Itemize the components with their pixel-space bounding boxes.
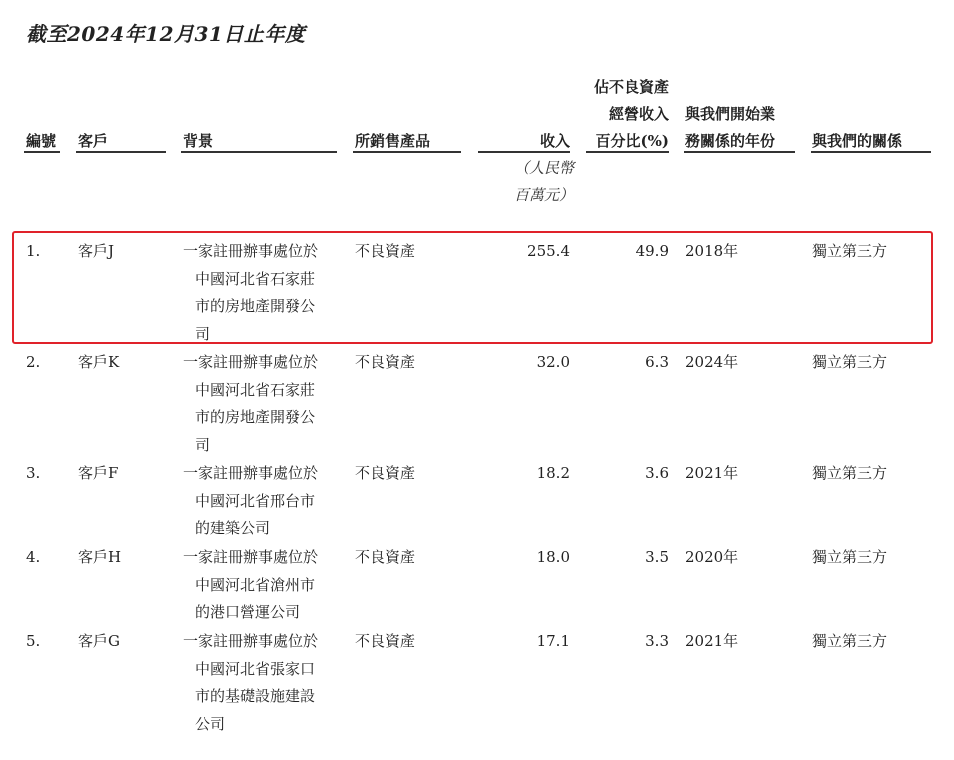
- background-line: 司: [195, 435, 211, 454]
- header-background: 背景: [183, 132, 214, 150]
- background-line: 一家註冊辦事處位於: [183, 353, 319, 371]
- row-pct: 6.3: [645, 353, 669, 371]
- row-no: 4.: [26, 548, 41, 566]
- row-no: 5.: [26, 632, 41, 650]
- row-product: 不良資產: [355, 242, 416, 260]
- background-line: 司: [195, 324, 211, 343]
- row-year: 2021年: [685, 464, 739, 482]
- row-revenue: 18.2: [536, 464, 570, 482]
- header-underline-relation: [811, 151, 931, 153]
- background-line: 市的房地產開發公: [195, 408, 316, 426]
- row-customer: 客戶K: [78, 353, 120, 371]
- background-line: 市的基礎設施建設: [195, 687, 316, 705]
- background-line: 一家註冊辦事處位於: [183, 632, 319, 650]
- header-customer: 客戶: [78, 132, 109, 150]
- revenue-unit-line2: 百萬元）: [513, 186, 574, 204]
- header-underline-background: [181, 151, 337, 153]
- background-line: 中國河北省石家莊: [195, 269, 316, 288]
- row-product: 不良資產: [355, 548, 416, 566]
- row-revenue: 32.0: [536, 353, 570, 371]
- row-relation: 獨立第三方: [812, 632, 888, 650]
- header-underline-pct: [586, 151, 669, 153]
- row-pct: 49.9: [635, 242, 669, 260]
- row-background: [183, 238, 343, 348]
- background-line: 市的房地產開發公: [195, 297, 316, 315]
- row-customer: 客戶H: [78, 548, 122, 566]
- header-underline-customer: [76, 151, 166, 153]
- background-line: 一家註冊辦事處位於: [183, 464, 319, 482]
- row-product: 不良資產: [355, 464, 416, 482]
- row-no: 1.: [26, 242, 41, 260]
- row-pct: 3.3: [645, 632, 669, 650]
- header-pct-line1: 佔不良資產: [593, 78, 669, 96]
- row-customer: 客戶F: [78, 464, 119, 482]
- row-revenue: 255.4: [527, 242, 570, 260]
- row-relation: 獨立第三方: [812, 464, 888, 482]
- row-relation: 獨立第三方: [812, 242, 888, 260]
- header-relation: 與我們的關係: [812, 132, 903, 150]
- row-revenue: 18.0: [536, 548, 570, 566]
- row-no: 3.: [26, 464, 41, 482]
- header-pct-line2: 經營收入: [608, 105, 669, 123]
- row-year: 2024年: [685, 353, 739, 371]
- page-title: 截至2024年12月31日止年度: [26, 22, 306, 46]
- header-no: 編號: [26, 132, 57, 150]
- background-line: 的建築公司: [195, 519, 271, 537]
- background-line: 公司: [195, 714, 226, 733]
- row-pct: 3.6: [645, 464, 669, 482]
- row-no: 2.: [26, 353, 41, 371]
- row-relation: 獨立第三方: [812, 353, 888, 371]
- header-underline-year: [684, 151, 795, 153]
- background-line: 一家註冊辦事處位於: [183, 242, 319, 260]
- row-revenue: 17.1: [536, 632, 570, 650]
- header-year-line1: 與我們開始業: [685, 105, 776, 123]
- row-background: [183, 460, 343, 543]
- row-customer: 客戶G: [78, 632, 120, 650]
- header-underline-revenue: [478, 151, 570, 153]
- background-line: 一家註冊辦事處位於: [183, 548, 319, 566]
- row-customer: 客戶J: [78, 242, 115, 260]
- header-underline-no: [24, 151, 60, 153]
- row-year: 2020年: [685, 548, 739, 566]
- header-revenue: 收入: [539, 132, 570, 150]
- row-background: [183, 349, 343, 459]
- background-line: 中國河北省邢台市: [195, 491, 316, 510]
- row-product: 不良資產: [355, 632, 416, 650]
- row-year: 2021年: [685, 632, 739, 650]
- background-line: 中國河北省滄州市: [195, 575, 316, 594]
- row-background: [183, 628, 343, 738]
- row-year: 2018年: [685, 242, 739, 260]
- row-pct: 3.5: [645, 548, 669, 566]
- background-line: 中國河北省石家莊: [195, 380, 316, 399]
- header-product: 所銷售產品: [355, 132, 431, 150]
- revenue-unit-line1: （人民幣: [513, 159, 574, 177]
- background-line: 的港口營運公司: [195, 603, 301, 621]
- row-product: 不良資產: [355, 353, 416, 371]
- header-pct-line3: 百分比(%): [595, 132, 669, 150]
- row-background: [183, 544, 343, 627]
- highlight-box: [12, 231, 933, 344]
- header-year-line2: 務關係的年份: [685, 132, 776, 150]
- row-relation: 獨立第三方: [812, 548, 888, 566]
- background-line: 中國河北省張家口: [195, 659, 316, 678]
- header-underline-product: [353, 151, 461, 153]
